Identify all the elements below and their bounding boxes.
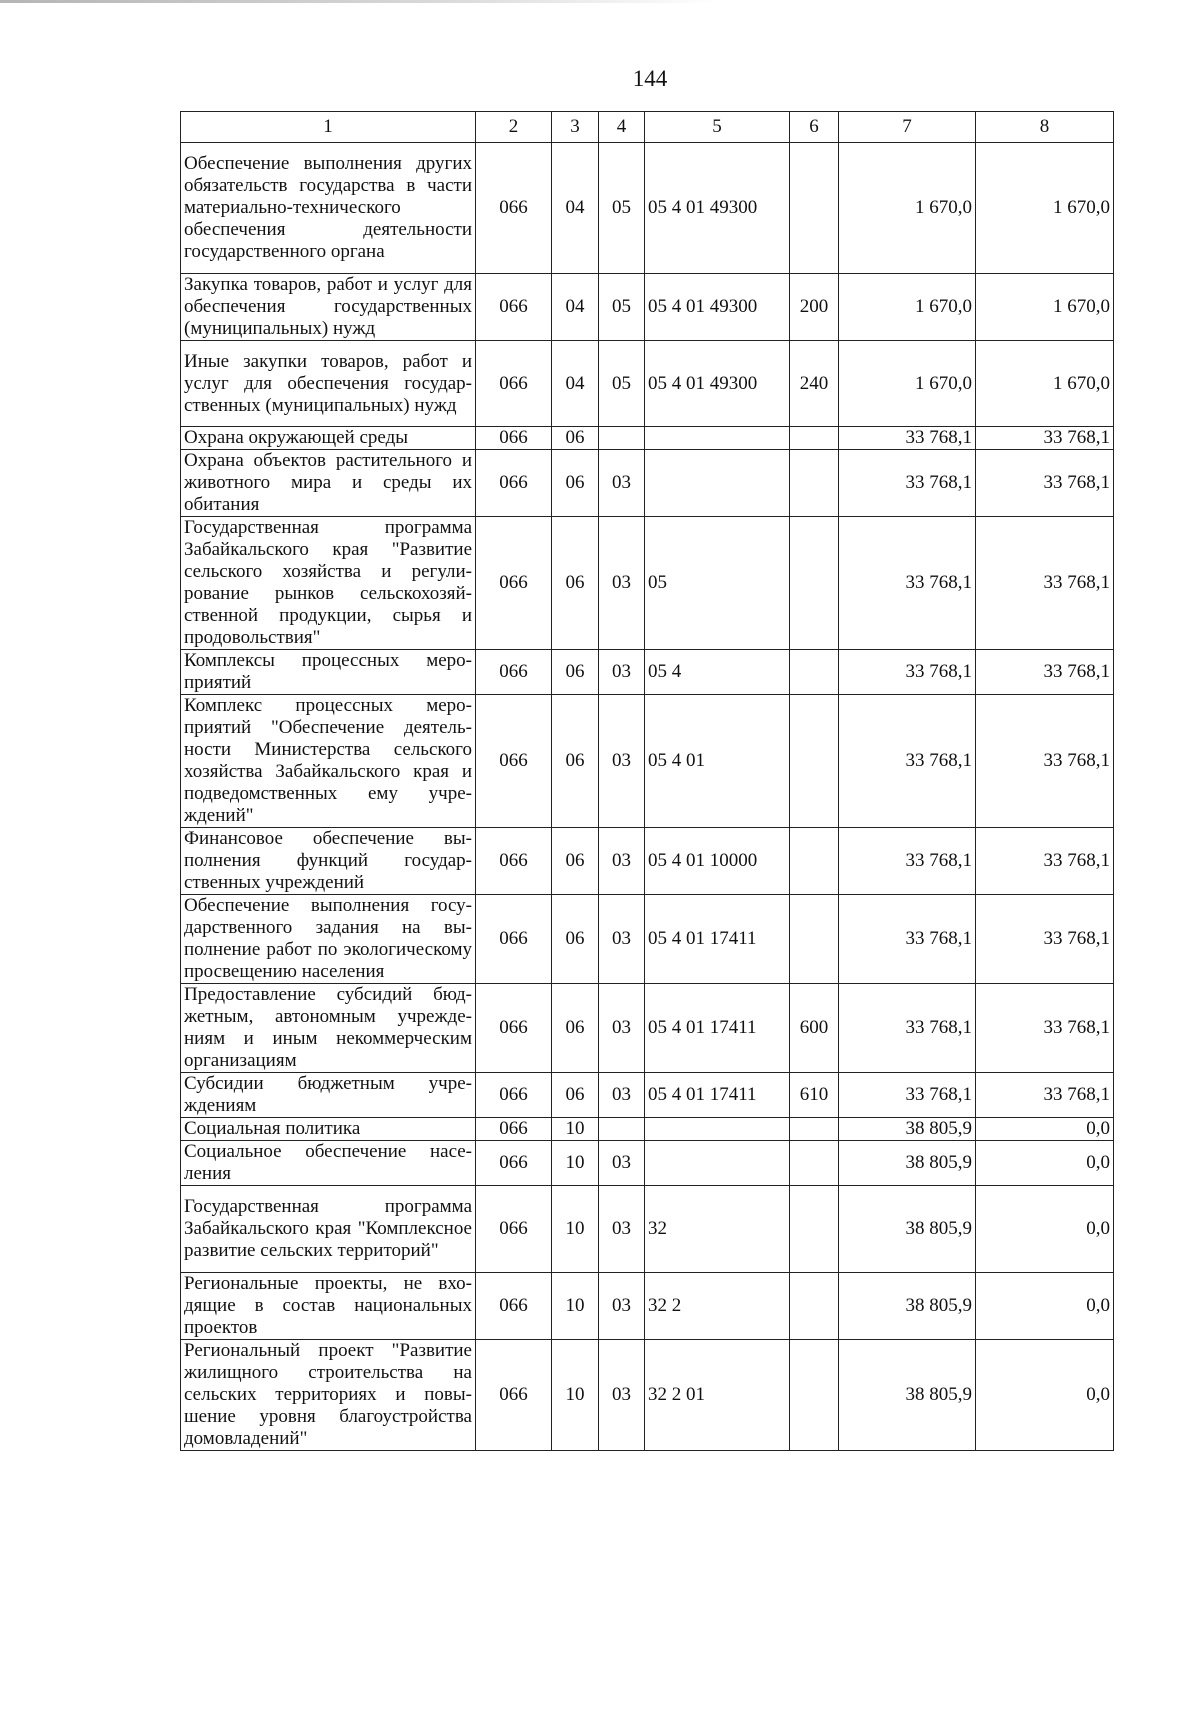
subsection-cell: 03 (599, 695, 645, 828)
amount-year1-cell: 33 768,1 (839, 895, 976, 984)
row-name-cell: Иные закупки товаров, работ и услуг для обеспечения государственных (муниципальных) нужд (181, 341, 476, 427)
expense-type-cell (790, 650, 839, 695)
amount-year2-cell: 33 768,1 (976, 695, 1114, 828)
target-article-cell: 05 4 01 17411 (645, 984, 790, 1073)
grbs-cell: 066 (476, 895, 552, 984)
amount-year1-cell: 1 670,0 (839, 274, 976, 341)
amount-year2-cell: 33 768,1 (976, 895, 1114, 984)
row-name-cell: Региональные проекты, не входящие в состав национальных проектов (181, 1273, 476, 1340)
amount-year2-cell: 0,0 (976, 1141, 1114, 1186)
subsection-cell: 03 (599, 1141, 645, 1186)
row-name-cell: Финансовое обеспечение выполнения функций государственных учреждений (181, 828, 476, 895)
column-header: 6 (790, 112, 839, 143)
amount-year1-cell: 33 768,1 (839, 450, 976, 517)
table-row (181, 984, 1114, 1073)
table-row (181, 1073, 1114, 1118)
expense-type-cell (790, 1340, 839, 1451)
expense-type-cell (790, 895, 839, 984)
row-name-cell: Социальная политика (181, 1118, 476, 1141)
target-article-cell: 05 (645, 517, 790, 650)
target-article-cell: 05 4 01 49300 (645, 143, 790, 274)
amount-year1-cell: 33 768,1 (839, 828, 976, 895)
amount-year2-cell: 33 768,1 (976, 517, 1114, 650)
target-article-cell (645, 1141, 790, 1186)
column-header: 7 (839, 112, 976, 143)
grbs-cell: 066 (476, 450, 552, 517)
target-article-cell: 05 4 (645, 650, 790, 695)
amount-year2-cell: 33 768,1 (976, 450, 1114, 517)
grbs-cell: 066 (476, 274, 552, 341)
target-article-cell: 05 4 01 (645, 695, 790, 828)
row-name-cell: Субсидии бюджетным учреждениям (181, 1073, 476, 1118)
amount-year2-cell: 0,0 (976, 1273, 1114, 1340)
grbs-cell: 066 (476, 427, 552, 450)
subsection-cell: 03 (599, 517, 645, 650)
subsection-cell: 05 (599, 274, 645, 341)
section-cell: 06 (552, 650, 599, 695)
row-name-cell: Региональный проект "Развитие жилищного строительства на сельских территориях и повышение уровня благоустройства домовладений" (181, 1340, 476, 1451)
expense-type-cell (790, 427, 839, 450)
expense-type-cell (790, 143, 839, 274)
table-row (181, 1273, 1114, 1340)
row-name-cell: Государственная программа Забайкальского края "Развитие сельского хозяйства и регулирование рынков сельскохозяйственной продукции, сырья и продовольствия" (181, 517, 476, 650)
section-cell: 06 (552, 828, 599, 895)
target-article-cell: 05 4 01 49300 (645, 274, 790, 341)
subsection-cell: 03 (599, 650, 645, 695)
amount-year1-cell: 1 670,0 (839, 143, 976, 274)
column-header: 4 (599, 112, 645, 143)
header-row (181, 112, 1114, 143)
amount-year2-cell: 1 670,0 (976, 341, 1114, 427)
scan-edge (0, 0, 720, 3)
target-article-cell: 05 4 01 10000 (645, 828, 790, 895)
expense-type-cell (790, 695, 839, 828)
section-cell: 10 (552, 1273, 599, 1340)
section-cell: 06 (552, 895, 599, 984)
grbs-cell: 066 (476, 1141, 552, 1186)
subsection-cell (599, 427, 645, 450)
section-cell: 06 (552, 984, 599, 1073)
amount-year2-cell: 33 768,1 (976, 1073, 1114, 1118)
expense-type-cell (790, 1273, 839, 1340)
amount-year2-cell: 0,0 (976, 1118, 1114, 1141)
subsection-cell: 03 (599, 1273, 645, 1340)
amount-year1-cell: 33 768,1 (839, 1073, 976, 1118)
amount-year2-cell: 0,0 (976, 1186, 1114, 1273)
subsection-cell: 03 (599, 1340, 645, 1451)
subsection-cell: 05 (599, 143, 645, 274)
row-name-cell: Государственная программа Забайкальского края "Комплексное развитие сельских территорий" (181, 1186, 476, 1273)
row-name-cell: Комплекс процессных мероприятий "Обеспечение деятельности Министерства сельского хозяйства Забайкальского края и подведомственных ему учреждений" (181, 695, 476, 828)
expense-type-cell: 610 (790, 1073, 839, 1118)
section-cell: 10 (552, 1340, 599, 1451)
table-row (181, 143, 1114, 274)
table-row (181, 895, 1114, 984)
section-cell: 06 (552, 450, 599, 517)
grbs-cell: 066 (476, 1073, 552, 1118)
table-row (181, 695, 1114, 828)
column-header: 8 (976, 112, 1114, 143)
section-cell: 06 (552, 1073, 599, 1118)
table-row (181, 1118, 1114, 1141)
amount-year1-cell: 33 768,1 (839, 695, 976, 828)
grbs-cell: 066 (476, 828, 552, 895)
amount-year1-cell: 1 670,0 (839, 341, 976, 427)
amount-year1-cell: 38 805,9 (839, 1186, 976, 1273)
row-name-cell: Комплексы процессных мероприятий (181, 650, 476, 695)
amount-year2-cell: 33 768,1 (976, 984, 1114, 1073)
row-name-cell: Охрана окружающей среды (181, 427, 476, 450)
section-cell: 06 (552, 517, 599, 650)
grbs-cell: 066 (476, 517, 552, 650)
grbs-cell: 066 (476, 1273, 552, 1340)
grbs-cell: 066 (476, 1186, 552, 1273)
target-article-cell: 05 4 01 17411 (645, 895, 790, 984)
amount-year2-cell: 1 670,0 (976, 143, 1114, 274)
row-name-cell: Предоставление субсидий бюджетным, автономным учреждениям и иным некоммерческим организациям (181, 984, 476, 1073)
target-article-cell: 32 (645, 1186, 790, 1273)
column-header: 5 (645, 112, 790, 143)
target-article-cell (645, 1118, 790, 1141)
grbs-cell: 066 (476, 695, 552, 828)
grbs-cell: 066 (476, 341, 552, 427)
section-cell: 06 (552, 695, 599, 828)
table-row (181, 1141, 1114, 1186)
amount-year1-cell: 33 768,1 (839, 517, 976, 650)
table-row (181, 650, 1114, 695)
section-cell: 10 (552, 1186, 599, 1273)
grbs-cell: 066 (476, 650, 552, 695)
table-row (181, 341, 1114, 427)
table-row (181, 450, 1114, 517)
expense-type-cell (790, 517, 839, 650)
amount-year1-cell: 38 805,9 (839, 1141, 976, 1186)
amount-year2-cell: 33 768,1 (976, 828, 1114, 895)
table-body (181, 143, 1114, 1451)
amount-year2-cell: 33 768,1 (976, 650, 1114, 695)
subsection-cell: 03 (599, 450, 645, 517)
expense-type-cell (790, 1118, 839, 1141)
target-article-cell: 32 2 01 (645, 1340, 790, 1451)
expense-type-cell: 200 (790, 274, 839, 341)
amount-year1-cell: 38 805,9 (839, 1273, 976, 1340)
row-name-cell: Охрана объектов растительного и животного мира и среды их обитания (181, 450, 476, 517)
section-cell: 04 (552, 143, 599, 274)
row-name-cell: Социальное обеспечение населения (181, 1141, 476, 1186)
amount-year1-cell: 33 768,1 (839, 650, 976, 695)
table-row (181, 1340, 1114, 1451)
expense-type-cell: 240 (790, 341, 839, 427)
subsection-cell: 03 (599, 1186, 645, 1273)
expense-type-cell (790, 828, 839, 895)
target-article-cell: 05 4 01 49300 (645, 341, 790, 427)
expense-type-cell (790, 1141, 839, 1186)
row-name-cell: Обеспечение выполнения государственного задания на выполнение работ по экологическому просвещению населения (181, 895, 476, 984)
amount-year1-cell: 38 805,9 (839, 1340, 976, 1451)
grbs-cell: 066 (476, 1340, 552, 1451)
target-article-cell: 32 2 (645, 1273, 790, 1340)
amount-year1-cell: 33 768,1 (839, 984, 976, 1073)
target-article-cell: 05 4 01 17411 (645, 1073, 790, 1118)
grbs-cell: 066 (476, 143, 552, 274)
section-cell: 04 (552, 274, 599, 341)
section-cell: 04 (552, 341, 599, 427)
subsection-cell: 03 (599, 895, 645, 984)
subsection-cell: 03 (599, 984, 645, 1073)
subsection-cell: 05 (599, 341, 645, 427)
table-row (181, 828, 1114, 895)
section-cell: 06 (552, 427, 599, 450)
section-cell: 10 (552, 1118, 599, 1141)
column-header: 3 (552, 112, 599, 143)
row-name-cell: Обеспечение выполнения других обязательств государства в части материально-технического обеспечения деятельности государственного органа (181, 143, 476, 274)
amount-year2-cell: 1 670,0 (976, 274, 1114, 341)
row-name-cell: Закупка товаров, работ и услуг для обеспечения государственных (муниципальных) нужд (181, 274, 476, 341)
section-cell: 10 (552, 1141, 599, 1186)
expense-type-cell: 600 (790, 984, 839, 1073)
budget-table (180, 111, 1114, 1451)
column-header: 2 (476, 112, 552, 143)
grbs-cell: 066 (476, 984, 552, 1073)
subsection-cell: 03 (599, 1073, 645, 1118)
amount-year2-cell: 0,0 (976, 1340, 1114, 1451)
expense-type-cell (790, 450, 839, 517)
amount-year2-cell: 33 768,1 (976, 427, 1114, 450)
target-article-cell (645, 427, 790, 450)
page-number: 144 (632, 66, 668, 91)
table-row (181, 427, 1114, 450)
expense-type-cell (790, 1186, 839, 1273)
amount-year1-cell: 33 768,1 (839, 427, 976, 450)
target-article-cell (645, 450, 790, 517)
table-row (181, 517, 1114, 650)
subsection-cell: 03 (599, 828, 645, 895)
table-row (181, 274, 1114, 341)
amount-year1-cell: 38 805,9 (839, 1118, 976, 1141)
column-header: 1 (181, 112, 476, 143)
table-row (181, 1186, 1114, 1273)
grbs-cell: 066 (476, 1118, 552, 1141)
subsection-cell (599, 1118, 645, 1141)
